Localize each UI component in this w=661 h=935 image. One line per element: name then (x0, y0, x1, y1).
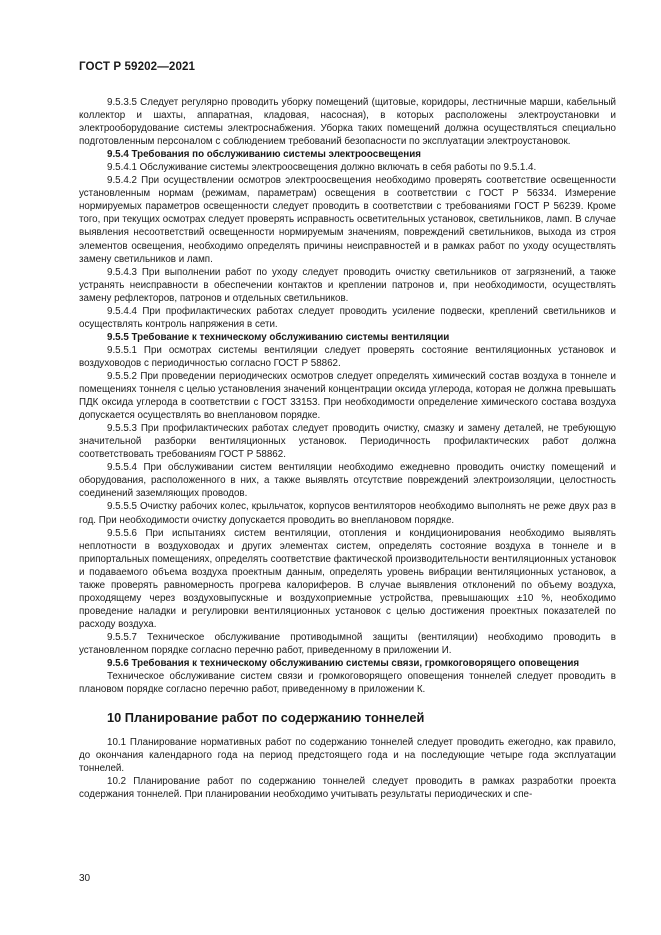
paragraph-9-5-5-5: 9.5.5.5 Очистку рабочих колес, крыльчаток, корпусов вентиляторов необходимо выполнять не реже двух раз в год. При необходимости очистку допускается проводить во внеплановом порядке. (79, 501, 616, 526)
page-number: 30 (79, 873, 91, 884)
subsection-9-5-4-heading: 9.5.4 Требования по обслуживанию системы электроосвещения (107, 149, 421, 161)
paragraph-9-5-5-4: 9.5.5.4 При обслуживании систем вентиляции необходимо ежедневно проводить очистку помещений и оборудования, расположенного в них, а также выявлять отсутствие повреждений электроизоляции, целостность соединений заземляющих проводов. (79, 462, 616, 500)
document-header: ГОСТ Р 59202—2021 (79, 60, 196, 73)
paragraph-9-5-5-2: 9.5.5.2 При проведении периодических осмотров следует определять химический состав воздуха в тоннеле и помещениях тоннеля с целью установления значений концентрации оксида углерода, которая не должна превышать ПДК оксида углерода в соответствии с ГОСТ 33153. При необходимости определение химического состава воздуха допускается осуществлять во внеплановом порядке. (79, 370, 616, 422)
paragraph-9-5-5-1: 9.5.5.1 При осмотрах системы вентиляции следует проверять состояние вентиляционных установок и воздуховодов с периодичностью согласно ГОСТ Р 58862. (79, 344, 616, 369)
subsection-9-5-6-heading: 9.5.6 Требования к техническому обслуживанию системы связи, громкоговорящего оповещения (107, 658, 580, 670)
section-10-title: 10 Планирование работ по содержанию тоннелей (107, 710, 425, 726)
paragraph-9-5-4-1: 9.5.4.1 Обслуживание системы электроосвещения должно включать в себя работы по 9.5.1.4. (107, 162, 537, 174)
paragraph-9-5-5-6: 9.5.5.6 При испытаниях систем вентиляции, отопления и кондиционирования необходимо выявлять неплотности в воздуховодах и других элементах систем, определять состояние воздуха в тоннеле и в припортальных помещениях, определять соответствие фактической производительности вентиляционных установок и подаваемого объема воздуха проектным данным, определять уровень вибрации вентиляционных установок, а также проверять равномерность прогрева калориферов. В случае выявления отклонений по объему воздуха, проходящему через воздуховыпускные и воздухоприемные устройства, превышающих ±10 %, необходимо проведение наладки и регулировки вентиляционных установок с целью достижения проектных показателей по расходу воздуха. (79, 527, 616, 630)
paragraph-9-5-4-3: 9.5.4.3 При выполнении работ по уходу следует проводить очистку светильников от загрязнений, а также устранять неисправности в обеспечении контактов и креплении патронов и, при необходимости, осуществлять замену рефлекторов, патронов и отдельных светильников. (79, 266, 616, 304)
subsection-9-5-5-heading: 9.5.5 Требование к техническому обслуживанию системы вентиляции (107, 331, 450, 343)
paragraph-9-5-3-5: 9.5.3.5 Следует регулярно проводить уборку помещений (щитовые, коридоры, лестничные марши, кабельный коллектор и шахты, аппаратная, кладовая, насосная), в которых расположены электроустановки и электрооборудование системы электроснабжения. Уборка таких помещений должна осуществляться специально подготовленным персоналом с соблюдением требований безопасности по эксплуатации электроустановок. (79, 97, 616, 148)
page-content (79, 96, 616, 801)
paragraph-9-5-5-3: 9.5.5.3 При профилактических работах следует проводить очистку, смазку и замену деталей, не требующую значительной разборки вентиляционных установок. Периодичность профилактических работ должна соответствовать требованиям ГОСТ Р 58862. (79, 423, 616, 461)
paragraph-9-5-6: Техническое обслуживание систем связи и громкоговорящего оповещения тоннелей следует проводить в плановом порядке согласно перечню работ, приведенному в приложении К. (79, 671, 616, 696)
paragraph-9-5-4-4: 9.5.4.4 При профилактических работах следует проводить усиление подвески, креплений светильников и осуществлять контроль напряжения в сети. (79, 305, 616, 330)
paragraph-9-5-4-2: 9.5.4.2 При осуществлении осмотров электроосвещения необходимо проверять соответствие освещенности установленным нормам (режимам, параметрам) освещения в соответствии с ГОСТ Р 56334. Измерение нормируемых параметров освещенности следует проводить в соответствии с требованиями ГОСТ Р 56239. Кроме того, при текущих осмотрах следует проверять исправность осветительных установок, светильников, ламп. В случае выявления несоответствий освещенности нормируемым значениям, повреждений светильников, выхода из строя элементов освещения, необходимо определять причины неисправностей и в рамках работ по уходу осуществлять замену светильников и ламп. (79, 175, 616, 265)
paragraph-9-5-5-7: 9.5.5.7 Техническое обслуживание противодымной защиты (вентиляции) необходимо проводить в установленном порядке согласно перечню работ, приведенному в приложении И. (79, 631, 616, 656)
paragraph-10-2: 10.2 Планирование работ по содержанию тоннелей следует проводить в рамках разработки проекта содержания тоннелей. При планировании необходимо учитывать результаты периодических и спе- (79, 776, 616, 801)
paragraph-10-1: 10.1 Планирование нормативных работ по содержанию тоннелей следует проводить ежегодно, как правило, до окончания календарного года на период предстоящего года и на последующие четыре года эксплуатации тоннелей. (79, 737, 616, 775)
